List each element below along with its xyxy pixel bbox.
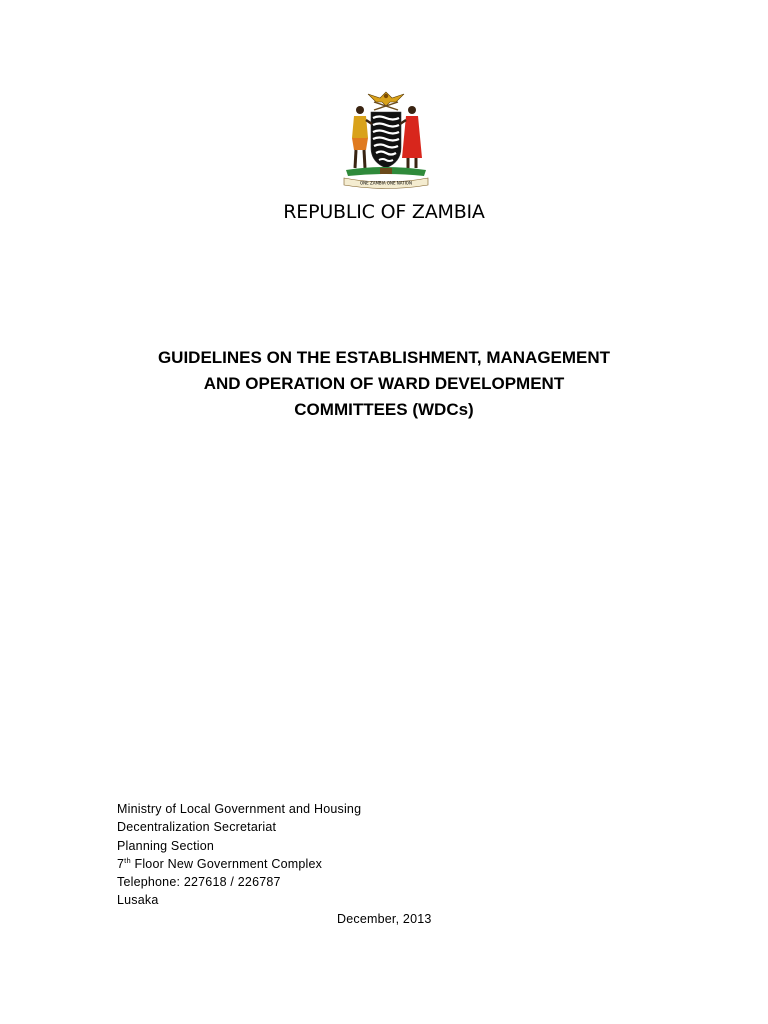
document-date: December, 2013	[337, 912, 432, 926]
ministry-name: Ministry of Local Government and Housing	[117, 802, 362, 816]
document-title-line-1: GUIDELINES ON THE ESTABLISHMENT, MANAGEMENT	[157, 348, 611, 367]
floor-suffix: th	[124, 855, 131, 865]
motto-scroll-icon	[344, 178, 428, 189]
document-title-line-3: COMMITTEES (WDCs)	[294, 400, 474, 419]
document-title-line-2: AND OPERATION OF WARD DEVELOPMENT	[203, 374, 565, 393]
section-name: Planning Section	[117, 838, 215, 853]
country-title: REPUBLIC OF ZAMBIA	[283, 201, 485, 223]
telephone-line: Telephone: 227618 / 226787	[117, 875, 281, 890]
floor-rest: Floor New Government Complex	[130, 856, 323, 871]
coat-of-arms-icon	[338, 88, 434, 190]
shield-icon	[371, 112, 401, 168]
secretariat-name: Decentralization Secretariat	[117, 820, 277, 835]
floor-number: 7	[117, 856, 125, 871]
floor-line	[117, 855, 361, 873]
document-title	[84, 345, 684, 423]
man-supporter-icon	[352, 106, 372, 168]
address-block	[117, 800, 361, 910]
eagle-icon	[368, 92, 404, 106]
woman-supporter-icon	[400, 106, 422, 168]
city-name: Lusaka	[117, 893, 159, 908]
emblem-motto: ONE ZAMBIA ONE NATION	[360, 180, 412, 186]
